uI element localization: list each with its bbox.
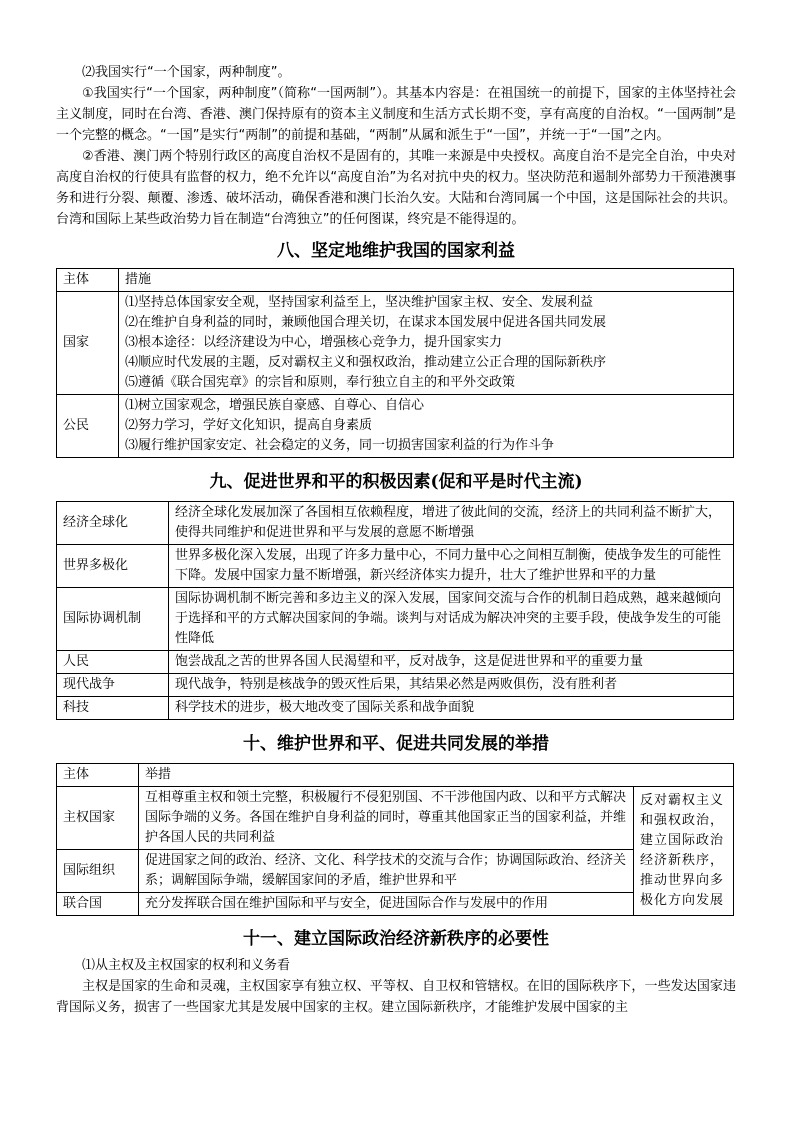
section-heading-8: 八、坚定地维护我国的国家利益 (277, 241, 515, 261)
list-item: ⑸遵循《联合国宪章》的宗旨和原则，奉行独立自主的和平外交政策 (125, 375, 516, 390)
row-label: 人民 (57, 651, 169, 674)
row-label: 国际协调机制 (57, 588, 169, 651)
paragraph-autonomy: ②香港、澳门两个特别行政区的高度自治权不是固有的，其唯一来源是中央授权。高度自治不是完全自治，中央对高度自治权的行使具有监督的权力，绝不允许以“高度自治”为名对抗中央的权力。坚决防范和遏制外部势力干预港澳事务和进行分裂、颠覆、渗透、破坏活动，确保香港和澳门长治久安。大陆和台湾同属一个中国，这是国际社会的共识。台湾和国际上某些政治势力旨在制造“台湾独立”的任何图谋，终究是不能得逞的。 (56, 149, 736, 227)
row-label-country: 国家 (57, 292, 119, 395)
peace-factors-table (56, 501, 734, 720)
list-item: ⑵在维护自身利益的同时，兼顾他国合理关切，在谋求本国发展中促进各国共同发展 (125, 315, 607, 330)
row-label: 现代战争 (57, 674, 169, 697)
list-item: ⑶履行维护国家安定、社会稳定的义务，同一切损害国家利益的行为作斗争 (125, 438, 555, 453)
side-note-cell: 反对霸权主义和强权政治，建立国际政治经济新秩序，推动世界向多极化方向发展 (634, 787, 734, 916)
list-item: ⑷顺应时代发展的主题，反对霸权主义和强权政治，推动建立公正合理的国际新秩序 (125, 355, 607, 370)
list-item: ⑵努力学习，学好文化知识，提高自身素质 (125, 418, 373, 433)
row-label: 主权国家 (57, 787, 139, 850)
table-row (57, 850, 734, 893)
table-row (57, 545, 734, 588)
paragraph-one-country-two-systems: ①我国实行“一个国家，两种制度”（简称“一国两制”）。其基本内容是：在祖国统一的前提下，国家的主体坚持社会主义制度，同时在台湾、香港、澳门保持原有的资本主义制度和生活方式长期不变，享有高度的自治权。“一国两制”是一个完整的概念。“一国”是实行“两制”的前提和基础，“两制”从属和派生于“一国”，并统一于“一国”之内。 (56, 86, 736, 143)
list-item: ⑴坚持总体国家安全观，坚持国家利益至上，坚决维护国家主权、安全、发展利益 (125, 295, 594, 310)
table-row (57, 651, 734, 674)
table-row (57, 787, 734, 850)
row-text: 经济全球化发展加深了各国相互依赖程度，增进了彼此间的交流，经济上的共同利益不断扩大，使得共同维护和促进世界和平与发展的意愿不断增强 (169, 502, 734, 545)
table-row (57, 588, 734, 651)
row-text: 充分发挥联合国在维护国际和平与安全，促进国际合作与发展中的作用 (139, 893, 634, 916)
table-header-subject: 主体 (57, 764, 139, 787)
table-row (57, 697, 734, 720)
row-label: 经济全球化 (57, 502, 169, 545)
section-heading-9: 九、促进世界和平的积极因素(促和平是时代主流) (209, 472, 583, 492)
row-text: 饱尝战乱之苦的世界各国人民渴望和平，反对战争，这是促进世界和平的重要力量 (169, 651, 734, 674)
table-row (57, 502, 734, 545)
peace-measures-table (56, 763, 734, 916)
list-item: ⑶根本途径：以经济建设为中心，增强核心竞争力，提升国家实力 (125, 335, 503, 350)
section-heading-11: 十一、建立国际政治经济新秩序的必要性 (243, 929, 549, 949)
row-text: 国际协调机制不断完善和多边主义的深入发展，国家间交流与合作的机制日趋成熟，越来越倾向于选择和平的方式解决国家间的争端。谈判与对话成为解决冲突的主要手段，使战争发生的可能性降低 (169, 588, 734, 651)
national-interest-table (56, 268, 734, 458)
table-header-subject: 主体 (57, 269, 119, 292)
list-item: ⑴树立国家观念，增强民族自豪感、自尊心、自信心 (125, 398, 425, 413)
table-header-measures: 措施 (119, 269, 734, 292)
paragraph-sovereignty: 主权是国家的生命和灵魂，主权国家享有独立权、平等权、自卫权和管辖权。在旧的国际秩序下，一些发达国家违背国际义务，损害了一些国家尤其是发展中国家的主权。建立国际新秩序，才能维护发展中国家的主 (56, 979, 736, 1015)
row-label: 科技 (57, 697, 169, 720)
citizen-measures-cell (119, 395, 734, 458)
row-label: 世界多极化 (57, 545, 169, 588)
row-label: 国际组织 (57, 850, 139, 893)
row-text: 互相尊重主权和领土完整，积极履行不侵犯别国、不干涉他国内政、以和平方式解决国际争端的义务。各国在维护自身利益的同时，尊重其他国家正当的国家利益，并维护各国人民的共同利益 (139, 787, 634, 850)
country-measures-cell (119, 292, 734, 395)
section-heading-10: 十、维护世界和平、促进共同发展的举措 (243, 734, 549, 754)
row-label: 联合国 (57, 893, 139, 916)
row-text: 促进国家之间的政治、经济、文化、科学技术的交流与合作；协调国际政治、经济关系；调解国际争端，缓解国家间的矛盾，维护世界和平 (139, 850, 634, 893)
document-page (56, 60, 736, 1018)
row-text: 科学技术的进步，极大地改变了国际关系和战争面貌 (169, 697, 734, 720)
table-header-measures: 举措 (139, 764, 734, 787)
table-row (57, 893, 734, 916)
subsection-title: ⑵我国实行“一个国家，两种制度”。 (82, 65, 291, 80)
row-label-citizen: 公民 (57, 395, 119, 458)
table-row (57, 674, 734, 697)
row-text: 现代战争，特别是核战争的毁灭性后果，其结果必然是两败俱伤，没有胜利者 (169, 674, 734, 697)
subsection-title: ⑴从主权及主权国家的权利和义务看 (82, 958, 291, 973)
row-text: 世界多极化深入发展，出现了许多力量中心，不同力量中心之间相互制衡，使战争发生的可能性下降。发展中国家力量不断增强，新兴经济体实力提升，壮大了维护世界和平的力量 (169, 545, 734, 588)
